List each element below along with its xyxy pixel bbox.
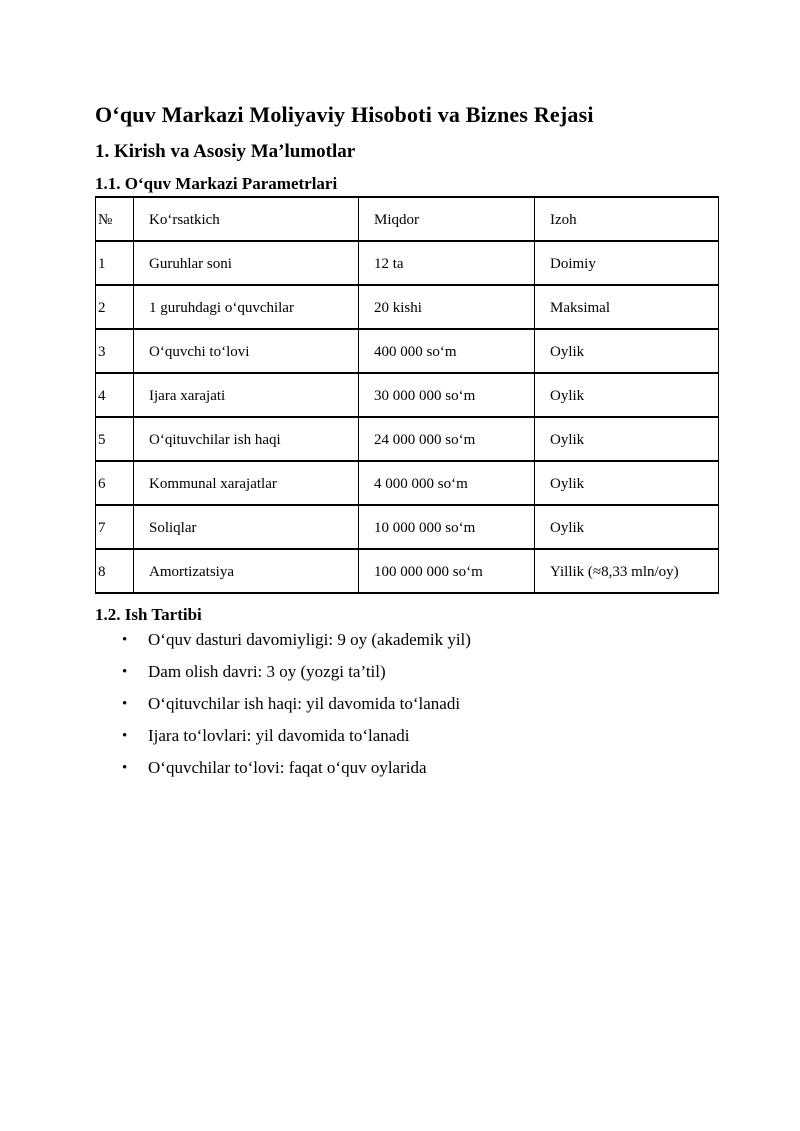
list-item: • Dam olish davri: 3 oy (yozgi ta’til)	[95, 661, 718, 683]
cell-korsatkich: O‘quvchi to‘lovi	[134, 329, 359, 373]
cell-miqdor: 100 000 000 so‘m	[359, 549, 535, 593]
cell-num: 6	[96, 461, 134, 505]
table-row	[96, 505, 719, 549]
cell-korsatkich: 1 guruhdagi o‘quvchilar	[134, 285, 359, 329]
cell-miqdor: 4 000 000 so‘m	[359, 461, 535, 505]
cell-izoh: Oylik	[535, 373, 719, 417]
list-item: • Ijara to‘lovlari: yil davomida to‘lanadi	[95, 725, 718, 747]
cell-miqdor: 24 000 000 so‘m	[359, 417, 535, 461]
cell-num: 4	[96, 373, 134, 417]
header-cell-izoh: Izoh	[535, 197, 719, 241]
cell-korsatkich: Amortizatsiya	[134, 549, 359, 593]
table-row	[96, 373, 719, 417]
cell-num: 7	[96, 505, 134, 549]
header-cell-num: №	[96, 197, 134, 241]
table-row	[96, 285, 719, 329]
section-1-heading: 1. Kirish va Asosiy Ma’lumotlar	[95, 141, 356, 162]
list-item: • O‘quv dasturi davomiyligi: 9 oy (akademik yil)	[95, 629, 718, 651]
header-cell-korsatkich: Ko‘rsatkich	[134, 197, 359, 241]
work-schedule-list	[95, 629, 718, 779]
section-1-2-heading: 1.2. Ish Tartibi	[95, 605, 202, 624]
section-1-1-heading: 1.1. O‘quv Markazi Parametrlari	[95, 174, 338, 193]
cell-num: 3	[96, 329, 134, 373]
cell-miqdor: 20 kishi	[359, 285, 535, 329]
table-row	[96, 241, 719, 285]
cell-izoh: Doimiy	[535, 241, 719, 285]
cell-miqdor: 12 ta	[359, 241, 535, 285]
document-title: O‘quv Markazi Moliyaviy Hisoboti va Biznes Rejasi	[95, 102, 594, 127]
table-row	[96, 417, 719, 461]
cell-izoh: Oylik	[535, 461, 719, 505]
parameters-table	[95, 196, 719, 594]
cell-korsatkich: Guruhlar soni	[134, 241, 359, 285]
table-row	[96, 461, 719, 505]
table-row	[96, 549, 719, 593]
cell-izoh: Oylik	[535, 505, 719, 549]
document-content	[95, 0, 718, 789]
cell-num: 5	[96, 417, 134, 461]
cell-miqdor: 400 000 so‘m	[359, 329, 535, 373]
cell-miqdor: 30 000 000 so‘m	[359, 373, 535, 417]
cell-num: 2	[96, 285, 134, 329]
list-item: • O‘qituvchilar ish haqi: yil davomida to‘lanadi	[95, 693, 718, 715]
cell-izoh: Oylik	[535, 417, 719, 461]
cell-korsatkich: O‘qituvchilar ish haqi	[134, 417, 359, 461]
list-item: • O‘quvchilar to‘lovi: faqat o‘quv oylarida	[95, 757, 718, 779]
cell-num: 1	[96, 241, 134, 285]
cell-izoh: Oylik	[535, 329, 719, 373]
cell-izoh: Yillik (≈8,33 mln/oy)	[535, 549, 719, 593]
cell-miqdor: 10 000 000 so‘m	[359, 505, 535, 549]
cell-num: 8	[96, 549, 134, 593]
table-row	[96, 329, 719, 373]
header-cell-miqdor: Miqdor	[359, 197, 535, 241]
cell-korsatkich: Soliqlar	[134, 505, 359, 549]
cell-izoh: Maksimal	[535, 285, 719, 329]
cell-korsatkich: Ijara xarajati	[134, 373, 359, 417]
cell-korsatkich: Kommunal xarajatlar	[134, 461, 359, 505]
table-header-row	[96, 197, 719, 241]
